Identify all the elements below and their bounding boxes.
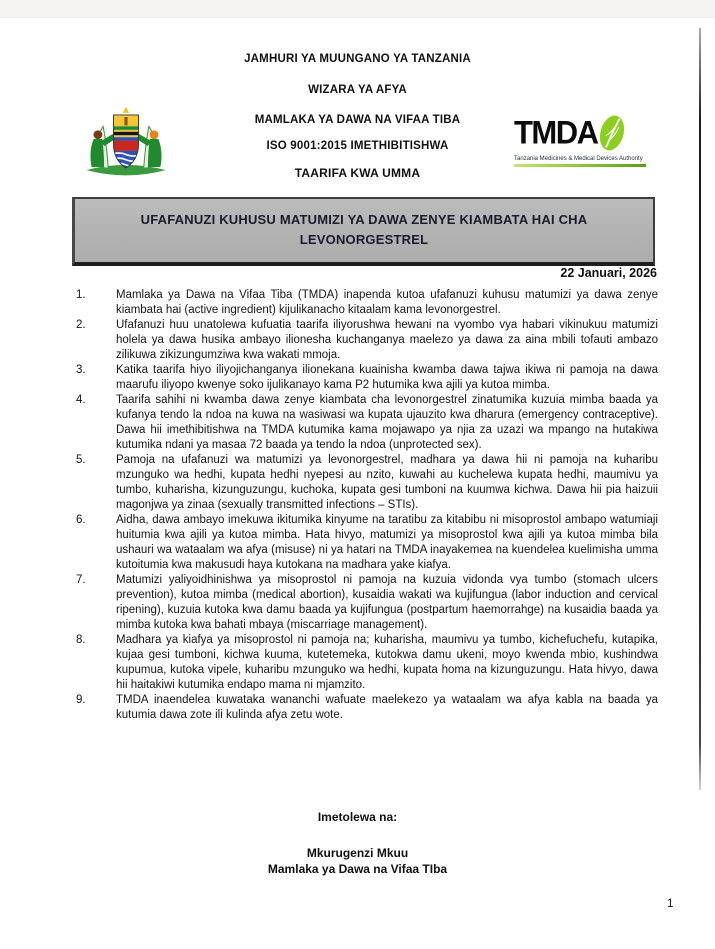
list-item-text: Katika taarifa hiyo iliyojichanganya ilionekana kuainisha kwamba dawa tajwa ikiwa ni pamoja na dawa maarufu iliyopo kwenye soko ijulikanayo kama P2 hutumika kwa ajili ya kutoa mimba. xyxy=(116,364,658,391)
letterhead-notice-type: TAARIFA KWA UMMA xyxy=(294,166,421,180)
list-item xyxy=(74,318,658,363)
list-item xyxy=(74,363,658,393)
list-item-number: 2. xyxy=(76,319,86,331)
list-item-text: Madhara ya kiafya ya misoprostol ni pamoja na; kuharisha, maumivu ya tumbo, kichefuchefu, kutapika, kujaa gesi tumboni, kichwa kuuma, kutetemeka, kutokwa damu ukeni, moyo kwenda mbio, kushindwa kupumua, kutoka vipele, kuharibu mzunguko wa hedhi, kupata homa na kizunguzungu. Hata hivyo, dawa hii haitakiwi kutumika endapo mama ni mjamzito. xyxy=(116,634,658,691)
list-item-text: Ufafanuzi huu unatolewa kufuatia taarifa iliyorushwa hewani na vyombo vya habari vikinukuu matumizi holela ya dawa husika ambayo ilionesha kuchanganya maelezo ya dawa za aina mbili tofauti ambazo zilikuwa zikizungumziwa kwa wakati mmoja. xyxy=(116,319,658,361)
tmda-tagline: Tanzania Medicines & Medical Devices Authority xyxy=(514,156,643,162)
list-item-number: 5. xyxy=(76,454,86,466)
signatory-organization: Mamlaka ya Dawa na Vifaa TIba xyxy=(267,862,448,876)
list-item xyxy=(74,633,658,693)
letterhead-authority: MAMLAKA YA DAWA NA VIFAA TIBA xyxy=(254,114,461,126)
list-item-text: Aidha, dawa ambayo imekuwa ikitumika kinyume na taratibu za kitabibu ni misoprostol ambapo watumiaji huitumia kwa ajili ya kutoa mimba. Hata hivyo, matumizi ya misoprostol kwa ajili ya kutoa mimba bila ushauri wa wataalam wa afya (misuse) ni ya hatari na TMDA inayakemea na kuendelea kuelimisha umma kutoitumia kwa makusudi haya kutokana na madhara yake kiafya. xyxy=(116,514,658,571)
list-item xyxy=(74,453,658,513)
letterhead-country: JAMHURI YA MUUNGANO YA TANZANIA xyxy=(244,53,471,65)
list-item-number: 6. xyxy=(76,514,86,526)
list-item-text: Matumizi yaliyoidhinishwa ya misoprostol ni pamoja na kuzuia vidonda vya tumbo (stomach ulcers prevention), kutoa mimba (medical abortion), kusaidia wakati wa kujifungua (labor induction and cervical ripening), kuzuia kutoka kwa damu baada ya kujifungua (postpartum haemorrahge) na kusaidia baada ya mimba kutoka kwa bahati mbaya (miscarriage management). xyxy=(116,574,658,631)
list-item-number: 4. xyxy=(76,394,86,406)
tmda-logo xyxy=(514,112,664,167)
scan-top-margin xyxy=(0,0,715,18)
list-item-text: Mamlaka ya Dawa na Vifaa Tiba (TMDA) inapenda kutoa ufafanuzi kuhusu matumizi ya dawa zenye kiambata hai (active ingredient) kijulikanacho kitaalam kama levonorgestrel. xyxy=(116,289,658,316)
list-item-number: 8. xyxy=(76,634,86,646)
list-item-number: 7. xyxy=(76,574,86,586)
signatory-title: Mkurugenzi Mkuu xyxy=(306,846,409,860)
list-item xyxy=(74,288,658,318)
tanzania-coat-of-arms-icon xyxy=(76,104,176,180)
list-item-number: 3. xyxy=(76,364,86,376)
document-date: 22 Januari, 2026 xyxy=(560,266,657,280)
tmda-underline-bar xyxy=(514,164,646,167)
list-item-text: Pamoja na ufafanuzi wa matumizi ya levonorgestrel, madhara ya dawa hii ni pamoja na kuharibu mzunguko wa hedhi, kupata hedhi nyepesi au nzito, kuwahi au kuchelewa kupata hedhi, maumivu ya tumbo, kuharisha, kizunguzungu, kuchoka, kupata gesi tumboni na kuumwa kichwa. Dawa hii pia haizuii magonjwa ya zinaa (sexually transmitted infections – STIs). xyxy=(116,454,658,511)
list-item xyxy=(74,573,658,633)
list-item xyxy=(74,393,658,453)
notice-title-line-2: LEVONORGESTREL xyxy=(299,232,429,247)
notice-body-list xyxy=(74,288,658,723)
list-item xyxy=(74,693,658,723)
list-item-text: Taarifa sahihi ni kwamba dawa zenye kiambata cha levonorgestrel zinatumika kuzuia mimba baada ya kufanya tendo la ndoa na kuwa na wasiwasi wa kupata ujauzito kwa dharura (emergency contraceptive). Dawa hii imethibitishwa na TMDA kutumika kama mojawapo ya njia za uzazi wa mpango na hutakiwa kutumika ndani ya masaa 72 baada ya tendo la ndoa (unprotected sex). xyxy=(116,394,658,451)
list-item xyxy=(74,513,658,573)
list-item-number: 1. xyxy=(76,289,86,301)
letterhead-ministry: WIZARA YA AFYA xyxy=(308,84,407,96)
issued-by-label: Imetolewa na: xyxy=(317,810,398,824)
tmda-logo-wordmark: TMDA xyxy=(514,114,598,151)
page-number: 1 xyxy=(667,898,674,910)
notice-title-line-1: UFAFANUZI KUHUSU MATUMIZI YA DAWA ZENYE KIAMBATA HAI CHA xyxy=(140,212,588,227)
notice-title-banner xyxy=(72,197,655,266)
letterhead-iso-certification: ISO 9001:2015 IMETHIBITISHWA xyxy=(266,140,449,152)
list-item-text: TMDA inaendelea kuwataka wananchi wafuate maelekezo ya wataalam wa afya kabla na baada ya kutumia dawa zote ili kulinda afya zetu wote. xyxy=(116,694,658,721)
list-item-number: 9. xyxy=(76,694,86,706)
tmda-leaf-icon xyxy=(595,112,629,154)
